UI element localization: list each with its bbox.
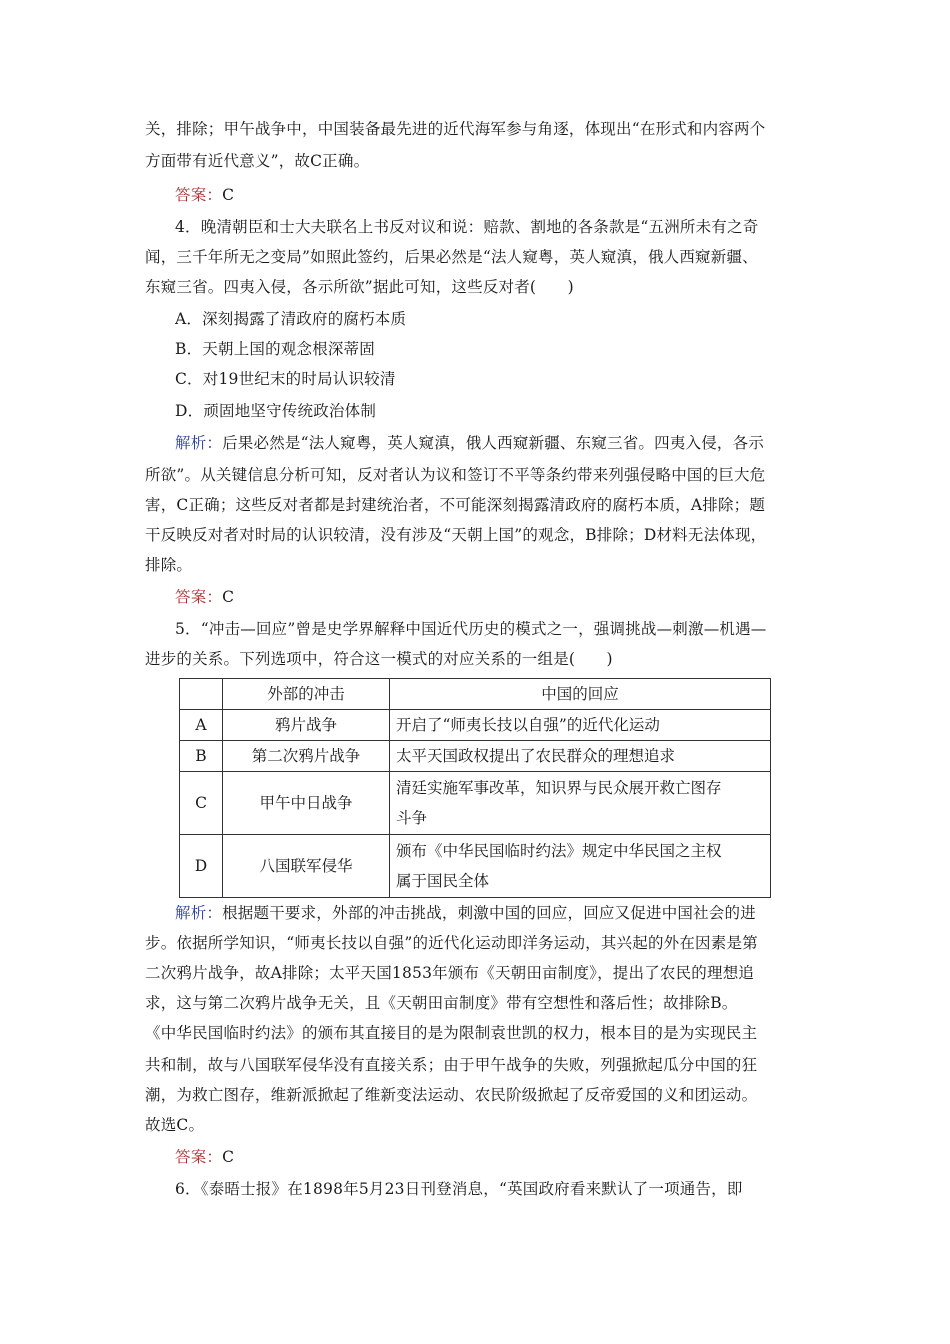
analysis-label: 解析： bbox=[175, 904, 223, 922]
question-4-stem: 东窥三省。四夷入侵，各示所欲”据此可知，这些反对者( ) bbox=[145, 278, 574, 296]
analysis-text: 根据题干要求，外部的冲击挑战，刺激中国的回应，回应又促进中国社会的进 bbox=[222, 904, 756, 922]
analysis-line: 二次鸦片战争，故A排除；太平天国1853年颁布《天朝田亩制度》，提出了农民的理想追 bbox=[145, 964, 755, 982]
table-cell-key: C bbox=[180, 772, 223, 835]
question-4-stem: 闻，三千年所无之变局”如照此签约，后果必然是“法人窥粤，英人窥滇，俄人西窥新疆、 bbox=[145, 248, 758, 266]
answer-label: 答案： bbox=[175, 186, 223, 204]
table-header-cell: 外部的冲击 bbox=[223, 679, 390, 710]
analysis-line: 潮，为救亡图存，维新派掀起了维新变法运动、农民阶级掀起了反帝爱国的义和团运动。 bbox=[145, 1086, 758, 1104]
table-cell-response-text: 清廷实施军事改革，知识界与民众展开救亡图存 bbox=[396, 779, 722, 797]
analysis-line: 害，C正确；这些反对者都是封建统治者，不可能深刻揭露清政府的腐朽本质，A排除；题 bbox=[145, 496, 766, 514]
answer-value: C bbox=[222, 588, 235, 606]
analysis-line: 求，这与第二次鸦片战争无关，且《天朝田亩制度》带有空想性和落后性；故排除B。 bbox=[145, 994, 738, 1012]
analysis-line: 步。依据所学知识，“师夷长技以自强”的近代化运动即洋务运动，其兴起的外在因素是第 bbox=[145, 934, 758, 952]
option-b: B．天朝上国的观念根深蒂固 bbox=[175, 340, 375, 358]
analysis-line bbox=[175, 428, 764, 458]
table-cell-response bbox=[390, 772, 771, 835]
table-row bbox=[180, 710, 771, 741]
table-cell-key: A bbox=[180, 710, 223, 741]
table-row bbox=[180, 835, 771, 898]
question-4-stem: 4．晚清朝臣和士大夫联名上书反对议和说：赔款、割地的各条款是“五洲所未有之奇 bbox=[175, 218, 759, 236]
answer-label: 答案： bbox=[175, 1148, 223, 1166]
table-cell-response-text: 开启了“师夷长技以自强”的近代化运动 bbox=[396, 716, 660, 734]
table-cell-impact: 第二次鸦片战争 bbox=[223, 741, 390, 772]
option-d: D．顽固地坚守传统政治体制 bbox=[175, 402, 377, 420]
question-5-stem: 进步的关系。下列选项中，符合这一模式的对应关系的一组是( ) bbox=[145, 650, 613, 668]
answer-line bbox=[175, 1142, 234, 1172]
table-cell-impact: 八国联军侵华 bbox=[223, 835, 390, 898]
option-c: C．对19世纪末的时局认识较清 bbox=[175, 370, 396, 388]
table-cell-impact: 鸦片战争 bbox=[223, 710, 390, 741]
comparison-table bbox=[179, 678, 771, 898]
table-cell-key: D bbox=[180, 835, 223, 898]
table-cell-response bbox=[390, 710, 771, 741]
analysis-line: 故选C。 bbox=[145, 1116, 205, 1134]
answer-line bbox=[175, 582, 234, 612]
analysis-line: 干反映反对者对时局的认识较清，没有涉及“天朝上国”的观念，B排除；D材料无法体现， bbox=[145, 526, 767, 544]
analysis-text: 后果必然是“法人窥粤，英人窥滇，俄人西窥新疆、东窥三省。四夷入侵，各示 bbox=[222, 434, 765, 452]
answer-value: C bbox=[222, 186, 235, 204]
table-header-cell: 中国的回应 bbox=[390, 679, 771, 710]
table-header-row bbox=[180, 679, 771, 710]
answer-value: C bbox=[222, 1148, 235, 1166]
analysis-line bbox=[175, 898, 756, 928]
question-5-stem: 5．“冲击—回应”曾是史学界解释中国近代历史的模式之一，强调挑战—刺激—机遇— bbox=[175, 620, 767, 638]
table-row bbox=[180, 772, 771, 835]
answer-line bbox=[175, 180, 234, 210]
table-cell-response-text: 斗争 bbox=[396, 809, 428, 827]
answer-label: 答案： bbox=[175, 588, 223, 606]
question-6-stem: 6．《泰晤士报》在1898年5月23日刊登消息，“英国政府看来默认了一项通告，即 bbox=[175, 1180, 743, 1198]
table-cell-response bbox=[390, 835, 771, 898]
analysis-line: 所欲”。从关键信息分析可知，反对者认为议和签订不平等条约带来列强侵略中国的巨大危 bbox=[145, 466, 766, 484]
analysis-line: 排除。 bbox=[145, 556, 193, 574]
table-cell-response-text: 太平天国政权提出了农民群众的理想追求 bbox=[396, 747, 676, 765]
table-cell-key: B bbox=[180, 741, 223, 772]
option-a: A．深刻揭露了清政府的腐朽本质 bbox=[175, 310, 407, 328]
analysis-line: 《中华民国临时约法》的颁布其直接目的是为限制袁世凯的权力，根本目的是为实现民主 bbox=[145, 1024, 758, 1042]
analysis-line: 共和制，故与八国联军侵华没有直接关系；由于甲午战争的失败，列强掀起瓜分中国的狂 bbox=[145, 1056, 758, 1074]
table-cell-response-text: 属于国民全体 bbox=[396, 872, 490, 890]
text-line: 方面带有近代意义”，故C正确。 bbox=[145, 152, 370, 170]
table-header-cell bbox=[180, 679, 223, 710]
table-cell-response bbox=[390, 741, 771, 772]
analysis-label: 解析： bbox=[175, 434, 223, 452]
text-line: 关，排除；甲午战争中，中国装备最先进的近代海军参与角逐，体现出“在形式和内容两个 bbox=[145, 120, 766, 138]
table-row bbox=[180, 741, 771, 772]
table-cell-impact: 甲午中日战争 bbox=[223, 772, 390, 835]
table-cell-response-text: 颁布《中华民国临时约法》规定中华民国之主权 bbox=[396, 842, 722, 860]
